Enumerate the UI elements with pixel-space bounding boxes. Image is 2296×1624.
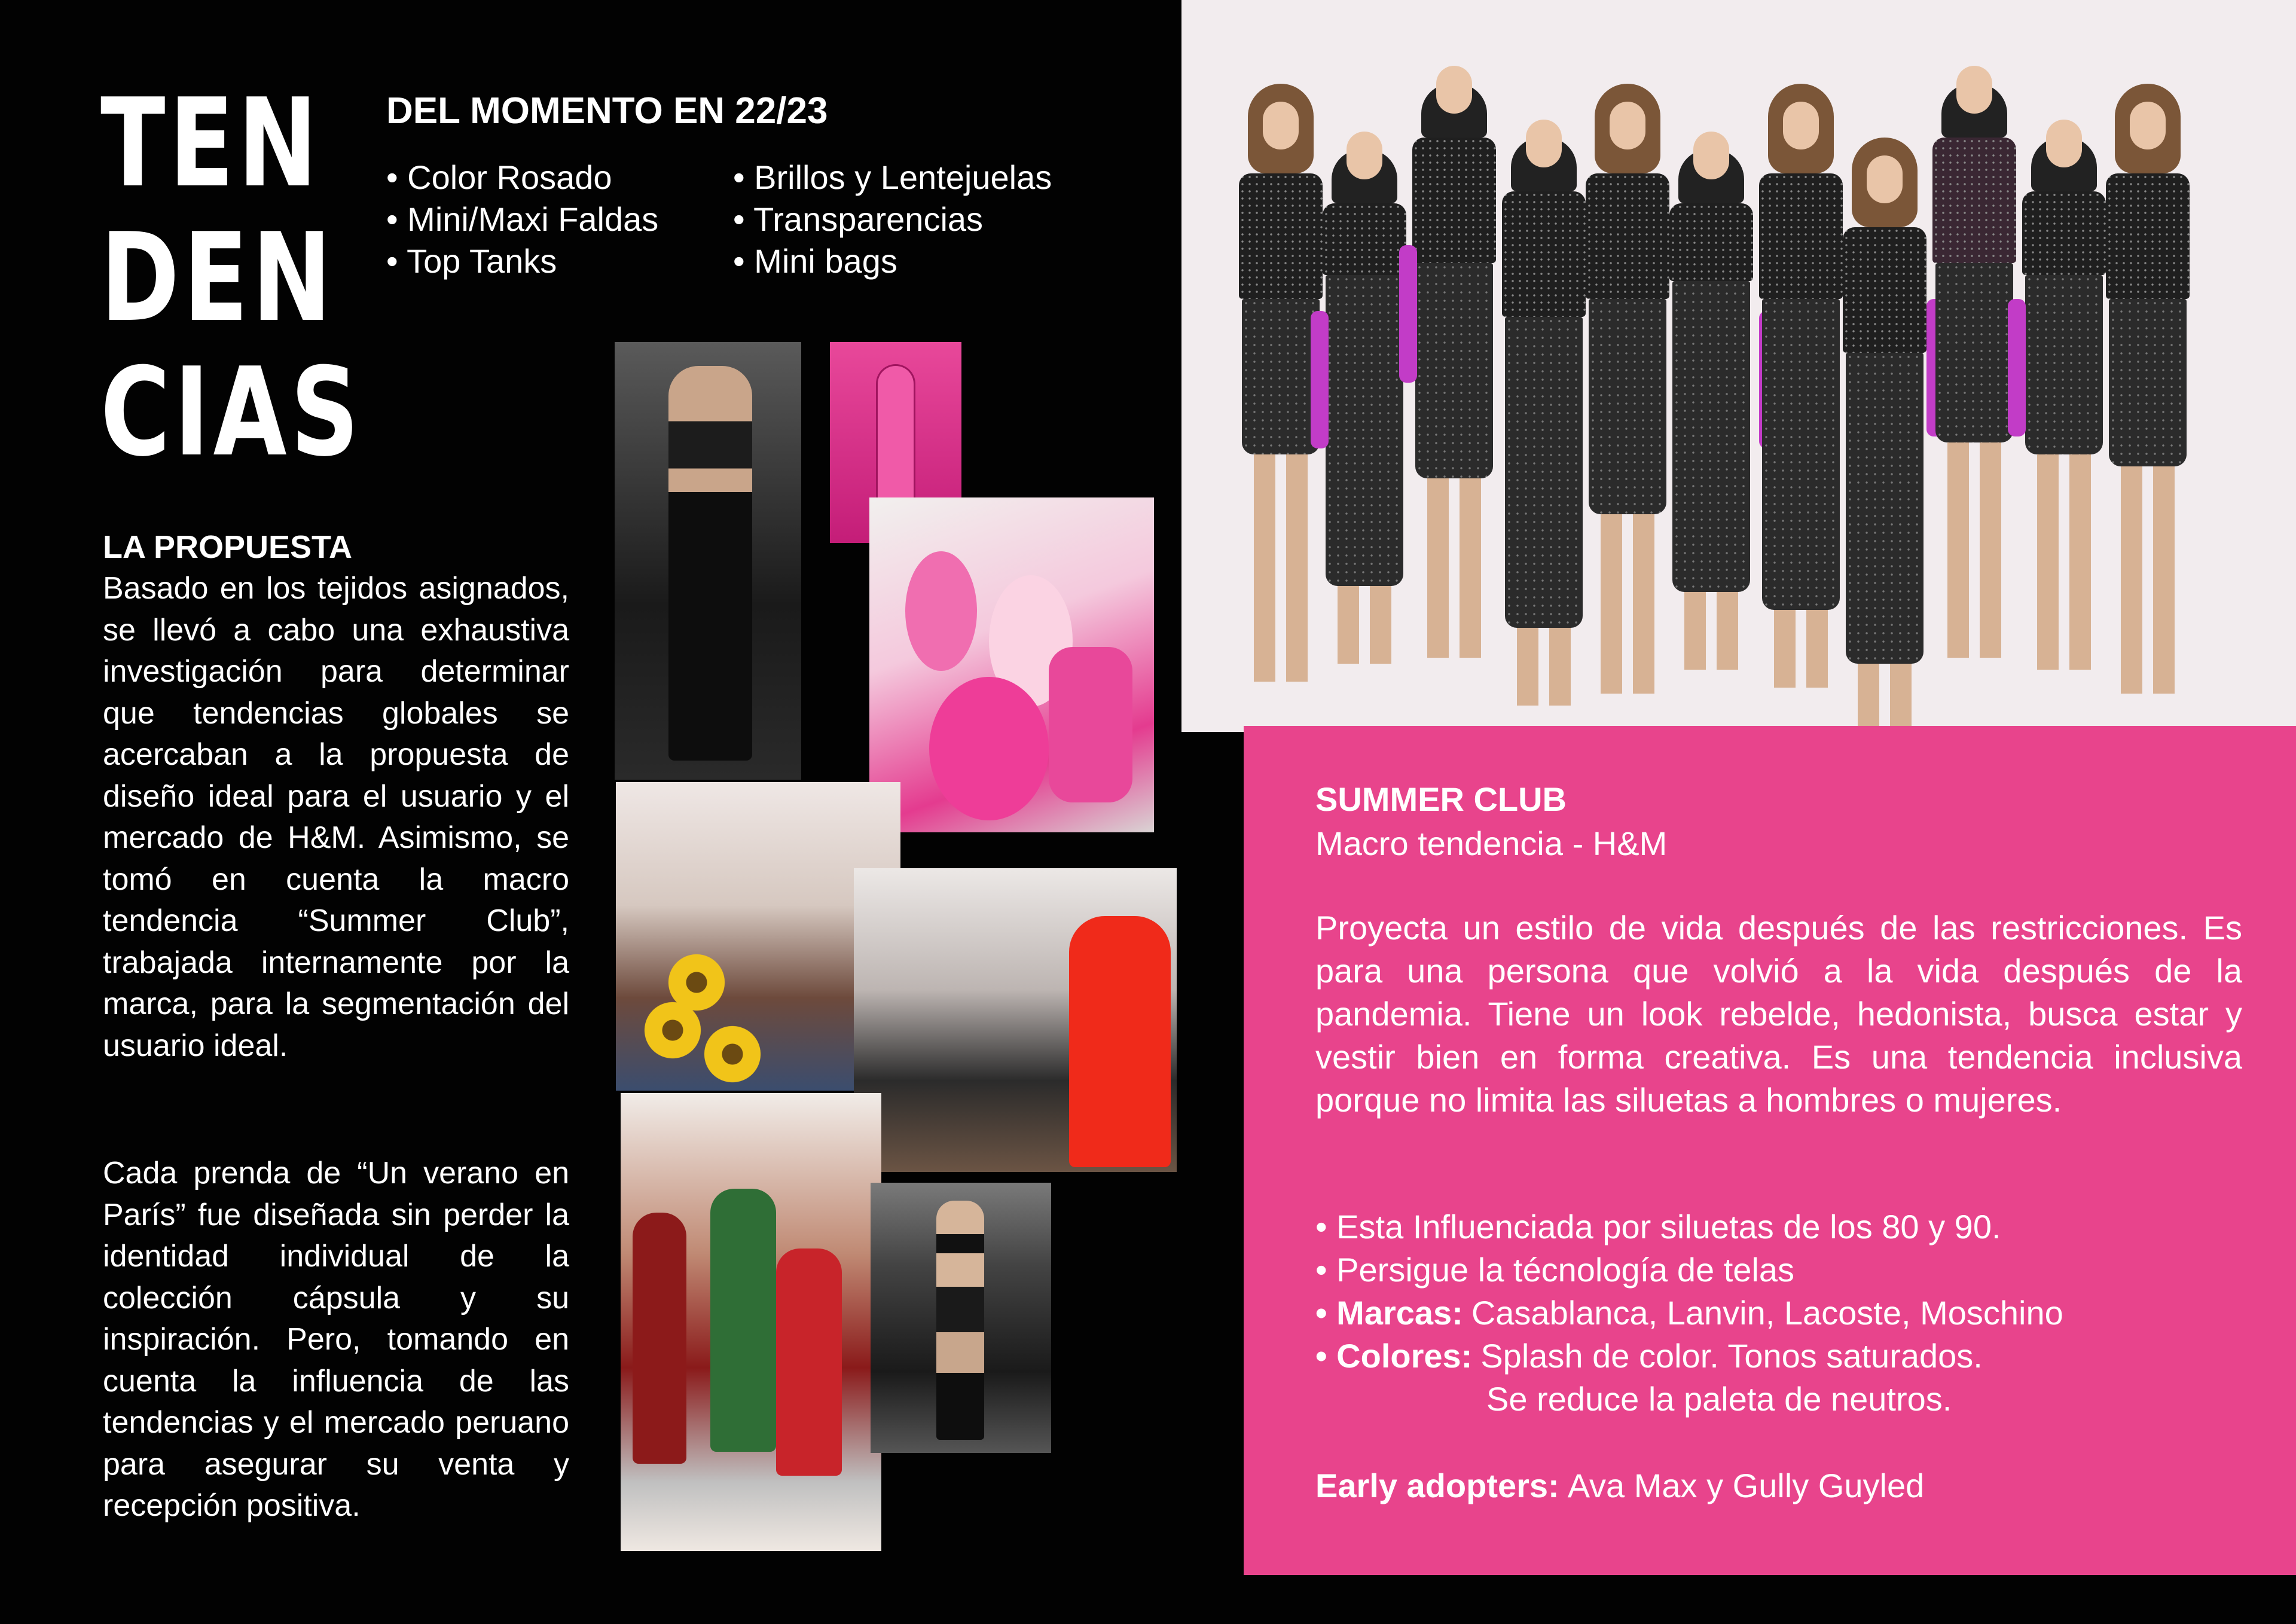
model-figure	[1412, 84, 1496, 658]
trend-item: • Mini/Maxi Faldas	[386, 199, 658, 240]
model-figure	[1239, 84, 1323, 682]
early-adopters-value: Ava Max y Gully Guyled	[1567, 1467, 1925, 1504]
model-figure	[2106, 84, 2190, 694]
model-figure	[1586, 84, 1669, 694]
bullet-row-colores-cont	[1315, 1378, 2063, 1421]
bullet-row: • Esta Influenciada por siluetas de los 80 y 90.	[1315, 1205, 2063, 1248]
summer-club-subtitle: Macro tendencia - H&M	[1315, 825, 1668, 862]
model-figure	[1932, 84, 2016, 658]
runway-photo-black-outfit	[615, 342, 801, 780]
marcas-label: Marcas:	[1336, 1294, 1463, 1332]
runway-collage-photo-red-top	[854, 868, 1177, 1172]
proposal-paragraph-1: Basado en los tejidos asignados, se llevó a cabo una exhaustiva investigación para determinar que tendencias globales se acercaban a la propuesta de diseño ideal para el usuario y el mercado de H&M. Asimismo, se tomó en cuenta la macro tendencia “Summer Club”, trabajada internamente por la marca, para la segmentación del usuario ideal.	[103, 571, 569, 1063]
pink-collage-photo	[869, 497, 1154, 832]
trend-list-right	[733, 157, 1052, 282]
trends-subtitle: DEL MOMENTO EN 22/23	[386, 90, 828, 132]
early-adopters	[1315, 1466, 1924, 1505]
trend-list-left	[386, 157, 658, 282]
model-figure	[1323, 149, 1406, 664]
title-line-2: DEN	[100, 207, 335, 349]
model-figure	[1669, 149, 1753, 670]
early-adopters-label: Early adopters:	[1315, 1467, 1559, 1504]
proposal-paragraph-2: Cada prenda de “Un verano en París” fue diseñada sin perder la identidad individual de la colección cápsula y su inspiración. Pero, tomando en cuenta la influencia de las tendencias y el mercado peruano para asegurar su venta y recepción positiva.	[103, 1156, 569, 1523]
sequin-dresses-collage-photo	[621, 1093, 881, 1551]
colores-label: Colores:	[1336, 1337, 1473, 1375]
runway-photo-black-set	[871, 1183, 1051, 1453]
summer-club-title: SUMMER CLUB	[1315, 780, 1567, 818]
model-figure	[2022, 138, 2106, 670]
summer-club-bullets	[1315, 1205, 2063, 1421]
trend-item: • Transparencias	[733, 199, 1052, 240]
collection-lineup-illustration	[1181, 0, 2296, 732]
colores-value: Splash de color. Tonos saturados.	[1480, 1337, 1983, 1375]
bullet-text: Persigue la técnología de telas	[1336, 1251, 1795, 1289]
bullet-row-marcas: • Marcas: Casablanca, Lanvin, Lacoste, Moschino	[1315, 1292, 2063, 1335]
trend-item: • Top Tanks	[386, 240, 658, 282]
trend-item: • Mini bags	[733, 240, 1052, 282]
model-figure	[1843, 138, 1926, 741]
model-figure	[1502, 138, 1586, 706]
title-line-1: TEN	[100, 73, 322, 215]
bullet-row: • Persigue la técnología de telas	[1315, 1248, 2063, 1292]
proposal-heading: LA PROPUESTA	[103, 529, 353, 565]
bullet-row-colores: • Colores: Splash de color. Tonos saturados.	[1315, 1335, 2063, 1378]
trend-item: • Brillos y Lentejuelas	[733, 157, 1052, 199]
page-title	[100, 73, 363, 484]
summer-club-description: Proyecta un estilo de vida después de las restricciones. Es para una persona que volvió a la vida después de la pandemia. Tiene un look rebelde, hedonista, busca estar y vestir bien en forma creativa. Es una tendencia inclusiva porque no limita las siluetas a hombres o mujeres.	[1315, 909, 2242, 1119]
title-line-3: CIAS	[100, 342, 363, 484]
marcas-value: Casablanca, Lanvin, Lacoste, Moschino	[1471, 1294, 2063, 1332]
colores-value-2: Se reduce la paleta de neutros.	[1486, 1380, 1952, 1418]
bullet-text: Esta Influenciada por siluetas de los 80 y 90.	[1336, 1208, 2001, 1246]
model-figure	[1759, 84, 1843, 688]
trend-item: • Color Rosado	[386, 157, 658, 199]
